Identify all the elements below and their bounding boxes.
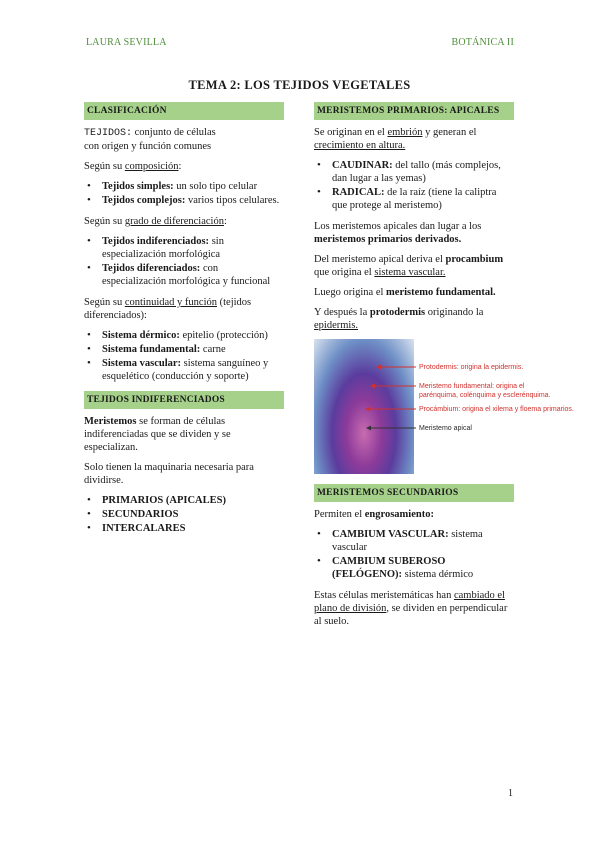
label-meristemo-fundamental: Meristemo fundamental: origina el [419, 383, 525, 390]
page-title: TEMA 2: LOS TEJIDOS VEGETALES [188, 78, 411, 92]
paragraph-plano-division: Estas células meristemáticas han cambiado el plano de división, se dividen en perpendicular al suelo. [314, 590, 508, 627]
label-meristemo-apical: Meristemo apical [419, 425, 472, 432]
paragraph-procambium: Del meristemo apical deriva el procambium que origina el sistema vascular. [314, 254, 504, 278]
header-subject: BOTÁNICA II [451, 37, 514, 48]
list-item: • Tejidos diferenciados: con especialización morfológica y funcional [102, 262, 284, 288]
definition-tejidos: TEJIDOS: conjunto de células con origen y función comunes [84, 127, 216, 152]
meristem-figure [312, 339, 593, 474]
list-grado [84, 235, 284, 288]
left-column [84, 102, 284, 543]
list-item: • Tejidos indiferenciados: sin especialización morfológica [102, 235, 284, 261]
section-bar-clasificacion: CLASIFICACIÓN [84, 102, 284, 120]
page-number: 1 [508, 788, 513, 799]
paragraph-origen: Se originan en el embrión y generan el crecimiento en altura. [314, 127, 477, 151]
list-item: • Tejidos complejos: varios tipos celulares. [102, 194, 284, 207]
list-item: • PRIMARIOS (APICALES) [102, 494, 284, 507]
label-procambium: Procámbium: origina el xilema y floema primarios. [419, 406, 574, 413]
header-author: LAURA SEVILLA [86, 37, 167, 48]
section-bar-indiferenciados: TEJIDOS INDIFERENCIADOS [84, 391, 284, 409]
section-bar-primarios: MERISTEMOS PRIMARIOS: APICALES [314, 102, 514, 120]
paragraph-protodermis: Y después la protodermis originando la epidermis. [314, 307, 484, 331]
list-secundarios [314, 528, 514, 581]
list-item: • Tejidos simples: un solo tipo celular [102, 180, 284, 193]
paragraph-maquinaria: Solo tienen la maquinaria necesaria para dividirse. [84, 462, 254, 486]
paragraph-meristemo-fundamental: Luego origina el meristemo fundamental. [314, 287, 496, 298]
list-composicion [84, 180, 284, 207]
definition-term: TEJIDOS: [84, 128, 133, 139]
criterion-continuidad: Según su continuidad y función (tejidos diferenciados): [84, 297, 252, 321]
list-item: • CAUDINAR: del tallo (más complejos, dan lugar a las yemas) [332, 159, 514, 185]
paragraph-meristemos: Meristemos se forman de células indiferenciadas que se dividen y se especializan. [84, 416, 231, 453]
list-item: • RADICAL: de la raíz (tiene la caliptra que protege al meristemo) [332, 186, 514, 212]
criterion-composicion: Según su composición: [84, 161, 182, 172]
label-meristemo-fundamental-2: parénquima, colénquima y esclerénquima. [419, 392, 551, 399]
list-sistemas [84, 329, 284, 383]
paragraph-engrosamiento: Permiten el engrosamiento: [314, 509, 434, 520]
label-protodermis: Protodermis: origina la epidermis. [419, 364, 524, 371]
list-item: • Sistema vascular: sistema sanguíneo y esquelético (conducción y soporte) [102, 357, 284, 383]
list-tipos-meristemos [84, 494, 284, 535]
list-item: • CAMBIUM SUBEROSO (FELÓGENO): sistema dérmico [332, 555, 514, 581]
section-bar-secundarios: MERISTEMOS SECUNDARIOS [314, 484, 514, 502]
list-item: • CAMBIUM VASCULAR: sistema vascular [332, 528, 514, 554]
criterion-grado: Según su grado de diferenciación: [84, 216, 227, 227]
right-column [314, 102, 574, 635]
list-item: • INTERCALARES [102, 522, 284, 535]
list-item: • SECUNDARIOS [102, 508, 284, 521]
paragraph-derivados: Los meristemos apicales dan lugar a los meristemos primarios derivados. [314, 221, 482, 245]
list-apicales [314, 159, 514, 212]
list-item: • Sistema dérmico: epitelio (protección) [102, 329, 284, 342]
list-item: • Sistema fundamental: carne [102, 343, 284, 356]
